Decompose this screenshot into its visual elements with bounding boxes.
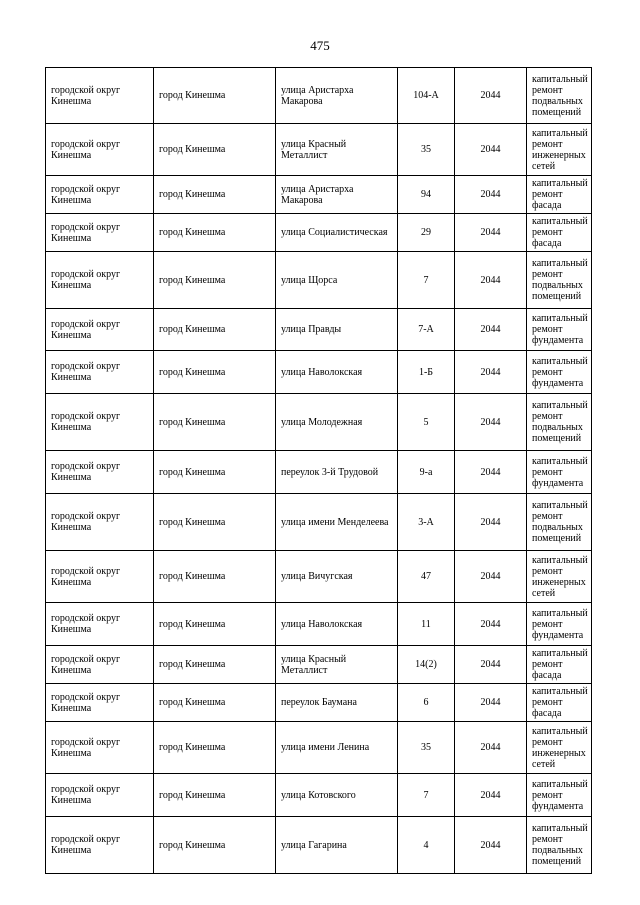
cell-work-type: капитальный ремонт подвальных помещений [527, 68, 592, 124]
registry-table-body [46, 68, 592, 874]
cell-street: улица Щорса [276, 252, 398, 309]
cell-work-type: капитальный ремонт инженерных сетей [527, 124, 592, 176]
table-row [46, 124, 592, 176]
cell-locality: город Кинешма [154, 124, 276, 176]
cell-year: 2044 [455, 451, 527, 494]
cell-district: городской округ Кинешма [46, 351, 154, 394]
cell-work-type: капитальный ремонт фундамента [527, 309, 592, 351]
cell-locality: город Кинешма [154, 214, 276, 252]
cell-locality: город Кинешма [154, 817, 276, 874]
cell-year: 2044 [455, 252, 527, 309]
cell-year: 2044 [455, 309, 527, 351]
cell-year: 2044 [455, 214, 527, 252]
cell-house-number: 4 [398, 817, 455, 874]
cell-district: городской округ Кинешма [46, 817, 154, 874]
cell-district: городской округ Кинешма [46, 451, 154, 494]
table-row [46, 394, 592, 451]
cell-house-number: 35 [398, 722, 455, 774]
page-number: 475 [310, 38, 330, 53]
cell-district: городской округ Кинешма [46, 494, 154, 551]
cell-work-type: капитальный ремонт фасада [527, 214, 592, 252]
cell-year: 2044 [455, 551, 527, 603]
cell-street: улица Вичугская [276, 551, 398, 603]
cell-locality: город Кинешма [154, 451, 276, 494]
cell-work-type: капитальный ремонт фундамента [527, 774, 592, 817]
cell-house-number: 14(2) [398, 646, 455, 684]
cell-year: 2044 [455, 603, 527, 646]
cell-work-type: капитальный ремонт фасада [527, 646, 592, 684]
registry-table [45, 67, 592, 874]
cell-house-number: 7 [398, 252, 455, 309]
cell-street: переулок Баумана [276, 684, 398, 722]
table-row [46, 722, 592, 774]
cell-district: городской округ Кинешма [46, 394, 154, 451]
cell-work-type: капитальный ремонт подвальных помещений [527, 817, 592, 874]
cell-district: городской округ Кинешма [46, 551, 154, 603]
cell-district: городской округ Кинешма [46, 252, 154, 309]
cell-district: городской округ Кинешма [46, 646, 154, 684]
table-row [46, 351, 592, 394]
cell-house-number: 7 [398, 774, 455, 817]
cell-district: городской округ Кинешма [46, 774, 154, 817]
cell-year: 2044 [455, 124, 527, 176]
cell-house-number: 3-А [398, 494, 455, 551]
cell-street: улица Молодежная [276, 394, 398, 451]
cell-street: улица Красный Металлист [276, 646, 398, 684]
cell-year: 2044 [455, 646, 527, 684]
cell-work-type: капитальный ремонт фундамента [527, 451, 592, 494]
cell-locality: город Кинешма [154, 551, 276, 603]
cell-house-number: 5 [398, 394, 455, 451]
cell-work-type: капитальный ремонт подвальных помещений [527, 494, 592, 551]
cell-year: 2044 [455, 684, 527, 722]
cell-work-type: капитальный ремонт фасада [527, 684, 592, 722]
cell-locality: город Кинешма [154, 646, 276, 684]
cell-house-number: 6 [398, 684, 455, 722]
cell-year: 2044 [455, 351, 527, 394]
table-row [46, 817, 592, 874]
cell-district: городской округ Кинешма [46, 309, 154, 351]
table-row [46, 68, 592, 124]
table-row [46, 252, 592, 309]
cell-street: улица Красный Металлист [276, 124, 398, 176]
cell-street: улица Аристарха Макарова [276, 68, 398, 124]
cell-district: городской округ Кинешма [46, 722, 154, 774]
cell-house-number: 9-а [398, 451, 455, 494]
cell-work-type: капитальный ремонт фасада [527, 176, 592, 214]
cell-street: улица Правды [276, 309, 398, 351]
cell-street: улица Котовского [276, 774, 398, 817]
cell-locality: город Кинешма [154, 394, 276, 451]
cell-year: 2044 [455, 394, 527, 451]
table-row [46, 603, 592, 646]
table-row [46, 684, 592, 722]
table-row [46, 646, 592, 684]
cell-house-number: 29 [398, 214, 455, 252]
cell-house-number: 94 [398, 176, 455, 214]
cell-work-type: капитальный ремонт фундамента [527, 603, 592, 646]
cell-house-number: 47 [398, 551, 455, 603]
cell-house-number: 11 [398, 603, 455, 646]
cell-street: улица Гагарина [276, 817, 398, 874]
cell-year: 2044 [455, 722, 527, 774]
cell-locality: город Кинешма [154, 684, 276, 722]
cell-year: 2044 [455, 176, 527, 214]
cell-year: 2044 [455, 68, 527, 124]
table-row [46, 176, 592, 214]
cell-locality: город Кинешма [154, 252, 276, 309]
table-row [46, 774, 592, 817]
cell-work-type: капитальный ремонт подвальных помещений [527, 394, 592, 451]
cell-year: 2044 [455, 817, 527, 874]
cell-street: улица Наволокская [276, 603, 398, 646]
table-row [46, 214, 592, 252]
cell-district: городской округ Кинешма [46, 214, 154, 252]
cell-work-type: капитальный ремонт инженерных сетей [527, 722, 592, 774]
cell-street: переулок 3-й Трудовой [276, 451, 398, 494]
cell-house-number: 35 [398, 124, 455, 176]
cell-work-type: капитальный ремонт фундамента [527, 351, 592, 394]
table-row [46, 494, 592, 551]
cell-district: городской округ Кинешма [46, 684, 154, 722]
cell-work-type: капитальный ремонт подвальных помещений [527, 252, 592, 309]
cell-locality: город Кинешма [154, 176, 276, 214]
table-row [46, 309, 592, 351]
cell-street: улица Аристарха Макарова [276, 176, 398, 214]
cell-house-number: 7-А [398, 309, 455, 351]
cell-district: городской округ Кинешма [46, 68, 154, 124]
cell-district: городской округ Кинешма [46, 176, 154, 214]
cell-locality: город Кинешма [154, 68, 276, 124]
cell-locality: город Кинешма [154, 603, 276, 646]
cell-locality: город Кинешма [154, 722, 276, 774]
cell-year: 2044 [455, 494, 527, 551]
cell-locality: город Кинешма [154, 309, 276, 351]
cell-work-type: капитальный ремонт инженерных сетей [527, 551, 592, 603]
cell-locality: город Кинешма [154, 351, 276, 394]
cell-house-number: 104-А [398, 68, 455, 124]
cell-street: улица имени Ленина [276, 722, 398, 774]
cell-house-number: 1-Б [398, 351, 455, 394]
table-row [46, 551, 592, 603]
cell-year: 2044 [455, 774, 527, 817]
cell-street: улица имени Менделеева [276, 494, 398, 551]
table-row [46, 451, 592, 494]
cell-district: городской округ Кинешма [46, 603, 154, 646]
cell-locality: город Кинешма [154, 494, 276, 551]
cell-district: городской округ Кинешма [46, 124, 154, 176]
cell-street: улица Наволокская [276, 351, 398, 394]
cell-street: улица Социалистическая [276, 214, 398, 252]
cell-locality: город Кинешма [154, 774, 276, 817]
